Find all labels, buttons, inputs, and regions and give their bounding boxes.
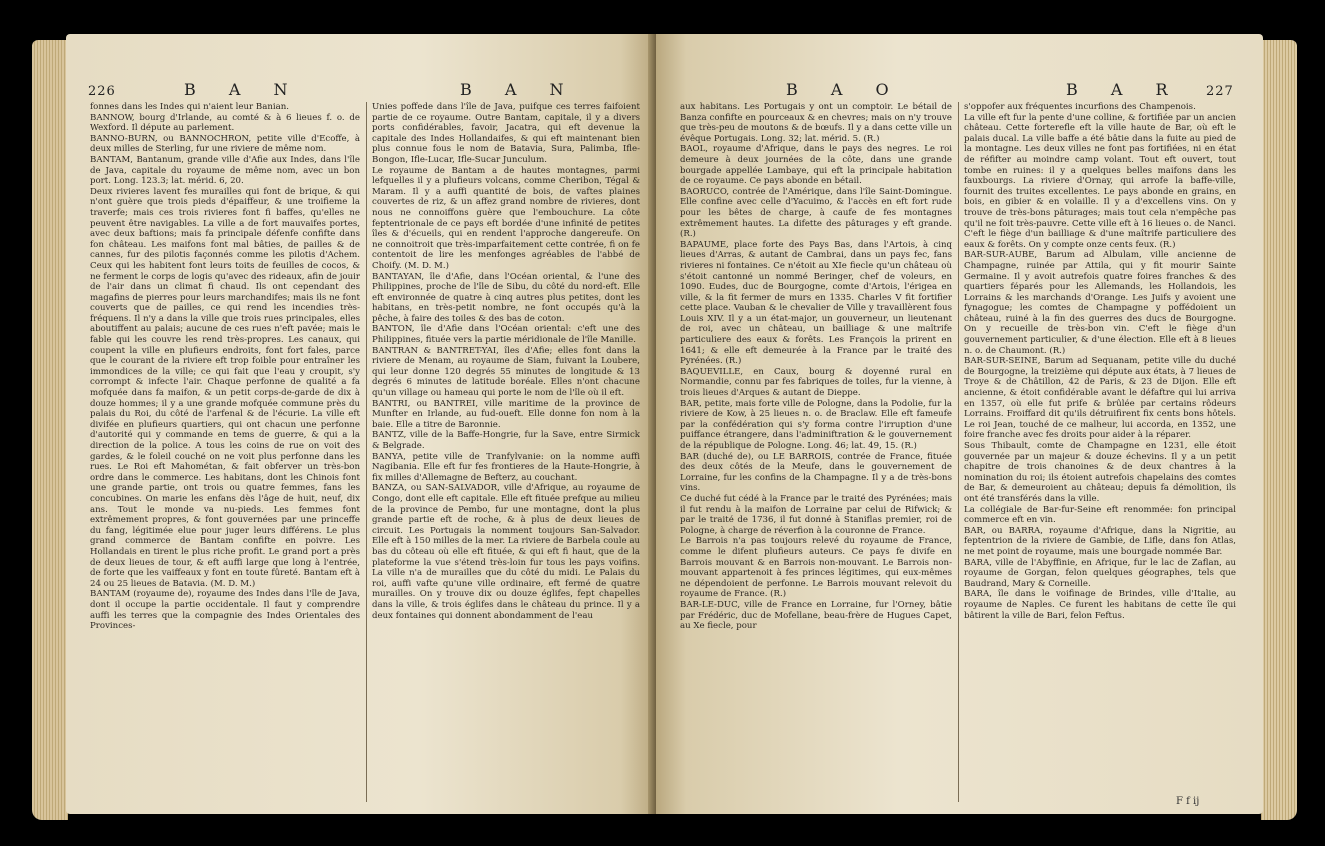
page-edges-left: [32, 40, 68, 820]
left-page: [66, 34, 656, 814]
right-page: [656, 34, 1263, 814]
running-head-left-col1: B A N: [184, 80, 302, 99]
running-head-right-col2: B A R: [1066, 80, 1182, 99]
running-head-left-col2: B A N: [460, 80, 578, 99]
left-page-column-1: fonnes dans les Indes qui n'aient leur Banian. BANNOW, bourg d'Irlande, au comté & à 6 lieues f. o. de Wexford. Il députe au parlement. BANNO-BURN, ou BANNOCHRON, petite ville d'Ecoffe, à deux milles de Sterling, fur une riviere de même nom. BANTAM, Bantanum, grande ville d'Afie aux Indes, dans l'île de Java, capitale du royaume de même nom, avec un bon port. Long. 123.3; lat. mérid. 6, 20. Deux rivieres lavent fes murailles qui font de brique, & qui n'ont guère que trois pieds d'épaiffeur, & une troifieme la traverfe; mais ces trois rivieres font fi baffes, qu'elles ne peuvent être navigables. La ville a de fort mauvaifes portes, avec deux baftions; mais fa principale défenfe confifte dans fon château. Les maifons font mal bâties, de pailles & de cannes, fur des pilotis façonnés comme les pilotis d'Achem. Ceux qui les habitent font leurs toits de feuilles de cocos, & ne ferment le corps de logis qu'avec des rideaux, afin de jouir de l'air dans un climat fi chaud. Ils ont cependant des magafins de pierres pour leurs marchandifes; mais ils ne font couverts que de pailles, ce qui rend les incendies très-fréquens. Il n'y a dans la ville que trois rues principales, elles aboutiffent au palais; aucune de ces rues n'eft pavée; mais le fable qui les couvre les rend très-propres. Les canaux, qui coupent la ville en plufieurs endroits, font fort fales, parce que le courant de la riviere eft trop foible pour entraîner les immondices de la ville; ce qui fait que l'eau y croupit, s'y corrompt & infecte l'air. Chaque perfonne de qualité a fa mofquée dans fa maifon, & un petit corps-de-garde de dix à douze hommes; il y a une grande mofquée commune près du palais du Roi, du côté de l'arfenal & de l'écurie. La ville eft divifée en plufieurs quartiers, qui ont chacun une perfonne d'autorité qui y commande en tems de guerre, & qui a la direction de la police. A tous les coins de rue on voit des gardes, & le foleil couché on ne voit plus perfonne dans les rues. Le Roi eft Mahométan, & fait obferver un très-bon ordre dans le commerce. Les habitans, dont les Chinois font une grande partie, ont trois ou quatre femmes, fans les concubines. On marie les enfans dès l'âge de huit, neuf, dix ans. Tout le monde va nu-pieds. Les femmes font extrêmement propres, & font gouvernées par une princeffe du fang, légitimée elue pour juger leurs différens. Le plus grand commerce de Bantam confifte en poivre. Les Hollandais en tirent le plus riche profit. Le grand port a près de deux lieues de tour, & eft auffi large que long à l'entrée, de forte que les vaiffeaux y font en toute fûreté. Bantam eft à 24 ou 25 lieues de Batavia. (M. D. M.) BANTAM (royaume de), royaume des Indes dans l'île de Java, dont il occupe la partie occidentale. Il faut y comprendre auffi les terres que la compagnie des Indes Orientales des Provinces-: [90, 102, 360, 632]
right-page-column-2: s'oppofer aux fréquentes incurfions des Champenois. La ville eft fur la pente d'une colline, & fortifiée par un ancien château. Cette forterefle eft la ville haute de Bar, où eft le palais ducal. La ville baffe a été bâtie dans la fuite au pied de la montagne. Les deux villes ne font pas fortifiées, ni en état de réfifter au moindre camp volant. Tout eft ouvert, tout tombe en ruines: il y a quelques belles maifons dans les fauxbourgs. La riviere d'Ornay, qui arrofe la baffe-ville, fournit des truites excellentes. Le pays abonde en grains, en bois, en gibier & en volaille. Il y a d'excellens vins. On y trouve de très-bons pâturages; mais tout cela n'empêche pas qu'il ne foit très-pauvre. Cette ville eft à 16 lieues o. de Nanci. C'eft le fiège d'un bailliage & d'une maîtrife particuliere des eaux & forêts. On y compte onze cents feux. (R.) BAR-SUR-AUBE, Barum ad Albulam, ville ancienne de Champagne, ruinée par Attila, qui y fit mourir Sainte Germaine. Il y avoit autrefois quatre foires franches & des quartiers féparés pour les Allemands, les Hollandois, les Lorrains & les marchands d'Orange. Les Juifs y avoient une fynagogue; les comtes de Champagne y poffédoient un château, ruiné à la fin des guerres des ducs de Bourgogne. On y recueille de très-bon vin. C'eft le fiège d'un gouvernement particulier, & d'une élection. Elle eft à 8 lieues n. o. de Chaumont. (R.) BAR-SUR-SEINE, Barum ad Sequanam, petite ville du duché de Bourgogne, la treizième qui députe aux états, à 7 lieues de Troye & de Châtillon, 42 de Paris, & 23 de Dijon. Elle eft ancienne, & étoit confidérable avant le défaftre qui lui arriva en 1357, où elle fut prife & brûlée par certains rôdeurs Lorrains. Froiffard dit qu'ils détruifirent fix cents bons hôtels. Le roi Jean, touché de ce malheur, lui accorda, en 1352, une foire franche avec fes droits pour aider à la réparer. Sous Thibault, comte de Champagne en 1231, elle étoit gouvernée par un majeur & douze échevins. Il y a un petit chapitre de trois chanoines & de deux chantres à la nomination du roi; ils étoient autrefois chapelains des comtes de Bar, & demeuroient au château; depuis fa démolition, ils ont été transférés dans la ville. La collégiale de Bar-fur-Seine eft renommée: fon principal commerce eft en vin. BAR, ou BARRA, royaume d'Afrique, dans la Nigritie, au feptentrion de la riviere de Gambie, de Lifle, dans fon Atlas, ne met point de royaume, mais une bourgade nommée Bar. BARA, ville de l'Abyffinie, en Afrique, fur le lac de Zaflan, au royaume de Gorgan, felon quelques géographes, tels que Baudrand, Mary & Corneille. BARA, île dans le voifinage de Brindes, ville d'Italie, au royaume de Naples. Ce furent les habitans de cette île qui bâtirent la ville de Bari, felon Feftus.: [964, 102, 1236, 621]
column-rule-left: [366, 102, 367, 802]
open-book: [32, 18, 1297, 824]
page-number-left: 226: [88, 84, 116, 99]
left-page-column-2: Unies poffede dans l'île de Java, puifque ces terres faifoient partie de ce royaume. Outre Bantam, capitale, il y a divers ports confidérables, favoir, Jacatra, qui eft devenue la capitale des Indes Hollandaifes, & qui eft maintenant bien plus connue fous le nom de Batavia, Sura, Palimba, Ifle-Bongon, Ifle-Lucar, Ifle-Sucar Junculum. Le royaume de Bantam a de hautes montagnes, parmi lefquelles il y a plufieurs volcans, comme Cheribon, Tégal & Maram. Il y a auffi quantité de bois, de vaftes plaines couvertes de riz, & un affez grand nombre de rivieres, dont nous ne connoiffons guère que l'embouchure. La côte feptentrionale de ce pays eft bordée d'une infinité de petites îles & d'écueils, qui en rendent l'approche dangereufe. On ne connoitroit que très-imparfaitement cette contrée, fi on fe contentoit de lire les menfonges agréables de l'abbé de Choify. (M. D. M.) BANTAYAN, île d'Afie, dans l'Océan oriental, & l'une des Philippines, proche de l'île de Sibu, du côté du nord-eft. Elle eft environnée de quatre à cinq autres plus petites, dont les habitans, en très-petit nombre, ne font occupés qu'à la pêche, à faire des toiles & des bas de coton. BANTON, île d'Afie dans l'Océan oriental: c'eft une des Philippines, fituée vers la partie méridionale de l'île Manille. BANTRAN & BANTRET-YAI, îles d'Afie; elles font dans la riviere de Menam, au royaume de Siam, fuivant la Loubere, qui leur donne 120 degrés 55 minutes de longitude & 13 degrés 6 minutes de latitude boréale. Elles n'ont chacune qu'un village ou hameau qui porte le nom de l'île où il eft. BANTRI, ou BANTREI, ville maritime de la province de Munfter en Irlande, au fud-oueft. Elle donne fon nom à la baie. Elle a titre de Baronnie. BANTZ, ville de la Baffe-Hongrie, fur la Save, entre Sirmick & Belgrade. BANYA, petite ville de Tranfylvanie: on la nomme auffi Nagibania. Elle eft fur fes frontieres de la Haute-Hongrie, à fix milles d'Allemagne de Befterz, au couchant. BANZA, ou SAN-SALVADOR, ville d'Afrique, au royaume de Congo, dont elle eft capitale. Elle eft fituée prefque au milieu de la province de Pembo, fur une montagne, dont la plus grande partie eft de roche, & à plus de deux lieues de circuit. Les Portugais la nomment toujours San-Salvador. Elle eft à 150 milles de la mer. La riviere de Barbela coule au bas du côteau où elle eft fituée, & qui eft fi haut, que de la plateforme la vue s'étend très-loin fur tous les pays voifins. La ville n'a de murailles que du côté du midi. Le Palais du roi, auffi vafte qu'une ville ordinaire, eft fermé de quatre murailles. On y trouve dix ou douze églifes, fept chapelles dans la ville, & trois églifes dans le château du prince. Il y a deux fontaines qui donnent abondamment de l'eau: [372, 102, 640, 621]
column-rule-right: [958, 102, 959, 802]
right-page-column-1: aux habitans. Les Portugais y ont un comptoir. Le bétail de Banza confifte en pourceaux & en chevres; mais on n'y trouve que très-peu de moutons & de bœufs. Il y a dans cette ville un évêque Portugais. Long. 32; lat. mérid. 5. (R.) BAOL, royaume d'Afrique, dans le pays des negres. Le roi demeure à deux journées de la côte, dans une grande bourgade appellée Lambaye, qui eft la principale habitation de ce royaume. Ce pays abonde en bétail. BAORUCO, contrée de l'Amérique, dans l'île Saint-Domingue. Elle confine avec celle d'Yacuimo, & l'accès en eft fort rude pour les bêtes de charge, à caufe de fes montagnes extrêmement hautes. La difette des pâturages y eft grande. (R.) BAPAUME, place forte des Pays Bas, dans l'Artois, à cinq lieues d'Arras, & autant de Cambrai, dans un pays fec, fans rivieres ni fontaines. Ce n'étoit au XIe fiecle qu'un château où s'étoit cantonné un nommé Beringer, chef de voleurs, en 1090. Eudes, duc de Bourgogne, comte d'Artois, l'érigea en ville, & la fit fermer de murs en 1335. Charles V fit fortifier cette place. Vauban & le chevalier de Ville y travaillèrent fous Louis XIV. Il y a un état-major, un gouverneur, un lieutenant de roi, avec un château, un bailliage & une maîtrife particuliere des eaux & forêts. Les François la prirent en 1641; & elle eft demeurée à la France par le traité des Pyrénées. (R.) BAQUEVILLE, en Caux, bourg & doyenné rural en Normandie, connu par fes fabriques de toiles, fur la vienne, à trois lieues d'Arques & autant de Dieppe. BAR, petite, mais forte ville de Pologne, dans la Podolie, fur la riviere de Kow, à 25 lieues n. o. de Braclaw. Elle eft fameufe par la confédération qui s'y forma contre l'irruption d'une puiffance étrangere, dans l'adminiftration & le gouvernement de la république de Pologne. Long. 46; lat. 49, 15. (R.) BAR (duché de), ou LE BARROIS, contrée de France, fituée des deux côtés de la Meufe, dans le gouvernement de Lorraine, fur les confins de la Champagne. Il y a de très-bons vins. Ce duché fut cédé à la France par le traité des Pyrénées; mais il fut rendu à la maifon de Lorraine par celui de Rifwick; & par le traité de 1736, il fut donné à Staniflas premier, roi de Pologne, à charge de réverfion à la couronne de France. Le Barrois n'a pas toujours relevé du royaume de France, comme le difent plufieurs auteurs. Ce pays fe divife en Barrois mouvant & en Barrois non-mouvant. Le Barrois non-mouvant appartenoit à fes princes légitimes, qui eux-mêmes ne dépendoient de perfonne. Le Barrois mouvant relevoit du royaume de France. (R.) BAR-LE-DUC, ville de France en Lorraine, fur l'Orney, bâtie par Frédéric, duc de Mofellane, beau-frère de Hugues Capet, au Xe fiecle, pour: [680, 102, 952, 632]
signature-mark: F f ij: [1176, 796, 1200, 807]
running-head-right-col1: B A O: [786, 80, 903, 99]
page-number-right: 227: [1206, 84, 1234, 99]
page-edges-right: [1261, 40, 1297, 820]
